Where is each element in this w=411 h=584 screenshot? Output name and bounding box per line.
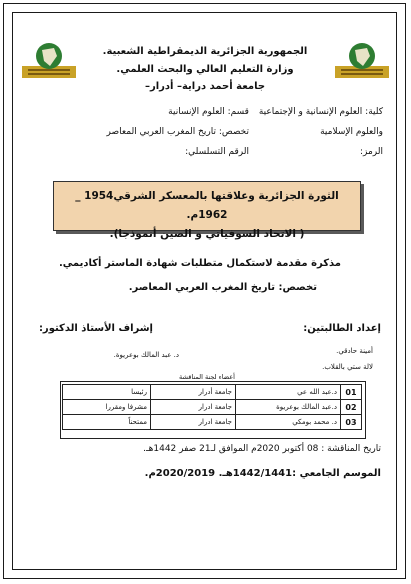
jury-member-name: د. محمد بومكي — [236, 415, 341, 430]
republic-name: الجمهورية الجزائرية الديمقراطية الشعبية. — [102, 46, 308, 57]
jury-num: 01 — [341, 385, 362, 400]
university-logo-right — [333, 40, 391, 80]
academic-season: الموسم الجامعي :1442/1441هـ. 2020/2019م. — [144, 468, 381, 479]
jury-member-name: د.عبد الله عي — [236, 385, 341, 400]
defense-date: تاريخ المناقشة : 08 أكتوبر 2020م الموافق لـ21 صفر 1442هـ. — [143, 444, 381, 454]
jury-role: مشرفا ومقررا — [63, 400, 151, 415]
faculty-line-2: والعلوم الإسلامية — [320, 127, 383, 137]
jury-num: 03 — [341, 415, 362, 430]
jury-role: رئيسا — [63, 385, 151, 400]
students-label: إعداد الطالبتين: — [303, 323, 381, 334]
supervisor-label: إشراف الأستاذ الدكتور: — [38, 323, 153, 334]
department-line: قسم: العلوم الإنسانية — [168, 107, 249, 117]
jury-member-name: د.عبد المالك بوعريوة — [236, 400, 341, 415]
thesis-title-line-1: الثورة الجزائرية وعلاقتها بالمعسكر الشرقي1954 _ 1962م. — [75, 190, 339, 221]
thesis-title-box — [53, 181, 361, 240]
student-name-1: أمينة حادقي. — [336, 347, 373, 355]
specialty-line: تخصص: تاريخ المغرب العربي المعاصر — [106, 127, 249, 137]
ministry-name: وزارة التعليم العالي والبحث العلمي. — [116, 64, 294, 75]
university-logo-left — [20, 40, 78, 80]
thesis-title-line-2: ( الاتحاد السوفياتي و الصين أنموذجا). — [109, 228, 305, 240]
jury-affiliation: جامعة أدرار — [151, 385, 236, 400]
serial-line: الرقم التسلسلي: — [185, 147, 249, 157]
faculty-line: كلية: العلوم الإنسانية و الإجتماعية — [258, 107, 383, 117]
jury-affiliation: جامعة ادرار — [151, 415, 236, 430]
jury-table — [62, 384, 362, 430]
memo-specialty: تخصص: تاريخ المغرب العربي المعاصر. — [128, 282, 317, 293]
table-row — [63, 415, 362, 430]
university-name: جامعة أحمد دراية– أدرار– — [144, 81, 266, 92]
jury-title: أعضاء لجنة المناقشة — [179, 373, 235, 381]
jury-role: ممتحناً — [63, 415, 151, 430]
supervisor-name: د. عبد المالك بوعريوة. — [113, 351, 179, 359]
student-name-2: لالة ستي بالقلاب. — [322, 363, 373, 371]
table-row — [63, 385, 362, 400]
university-emblem-icon — [20, 40, 78, 80]
table-row — [63, 400, 362, 415]
jury-affiliation: جامعة ادرار — [151, 400, 236, 415]
memo-text: مذكرة مقدمة لاستكمال متطلبات شهادة الماستر أكاديمي. — [58, 258, 341, 269]
university-emblem-icon — [333, 40, 391, 80]
symbol-line: الرمز: — [359, 147, 383, 157]
jury-num: 02 — [341, 400, 362, 415]
